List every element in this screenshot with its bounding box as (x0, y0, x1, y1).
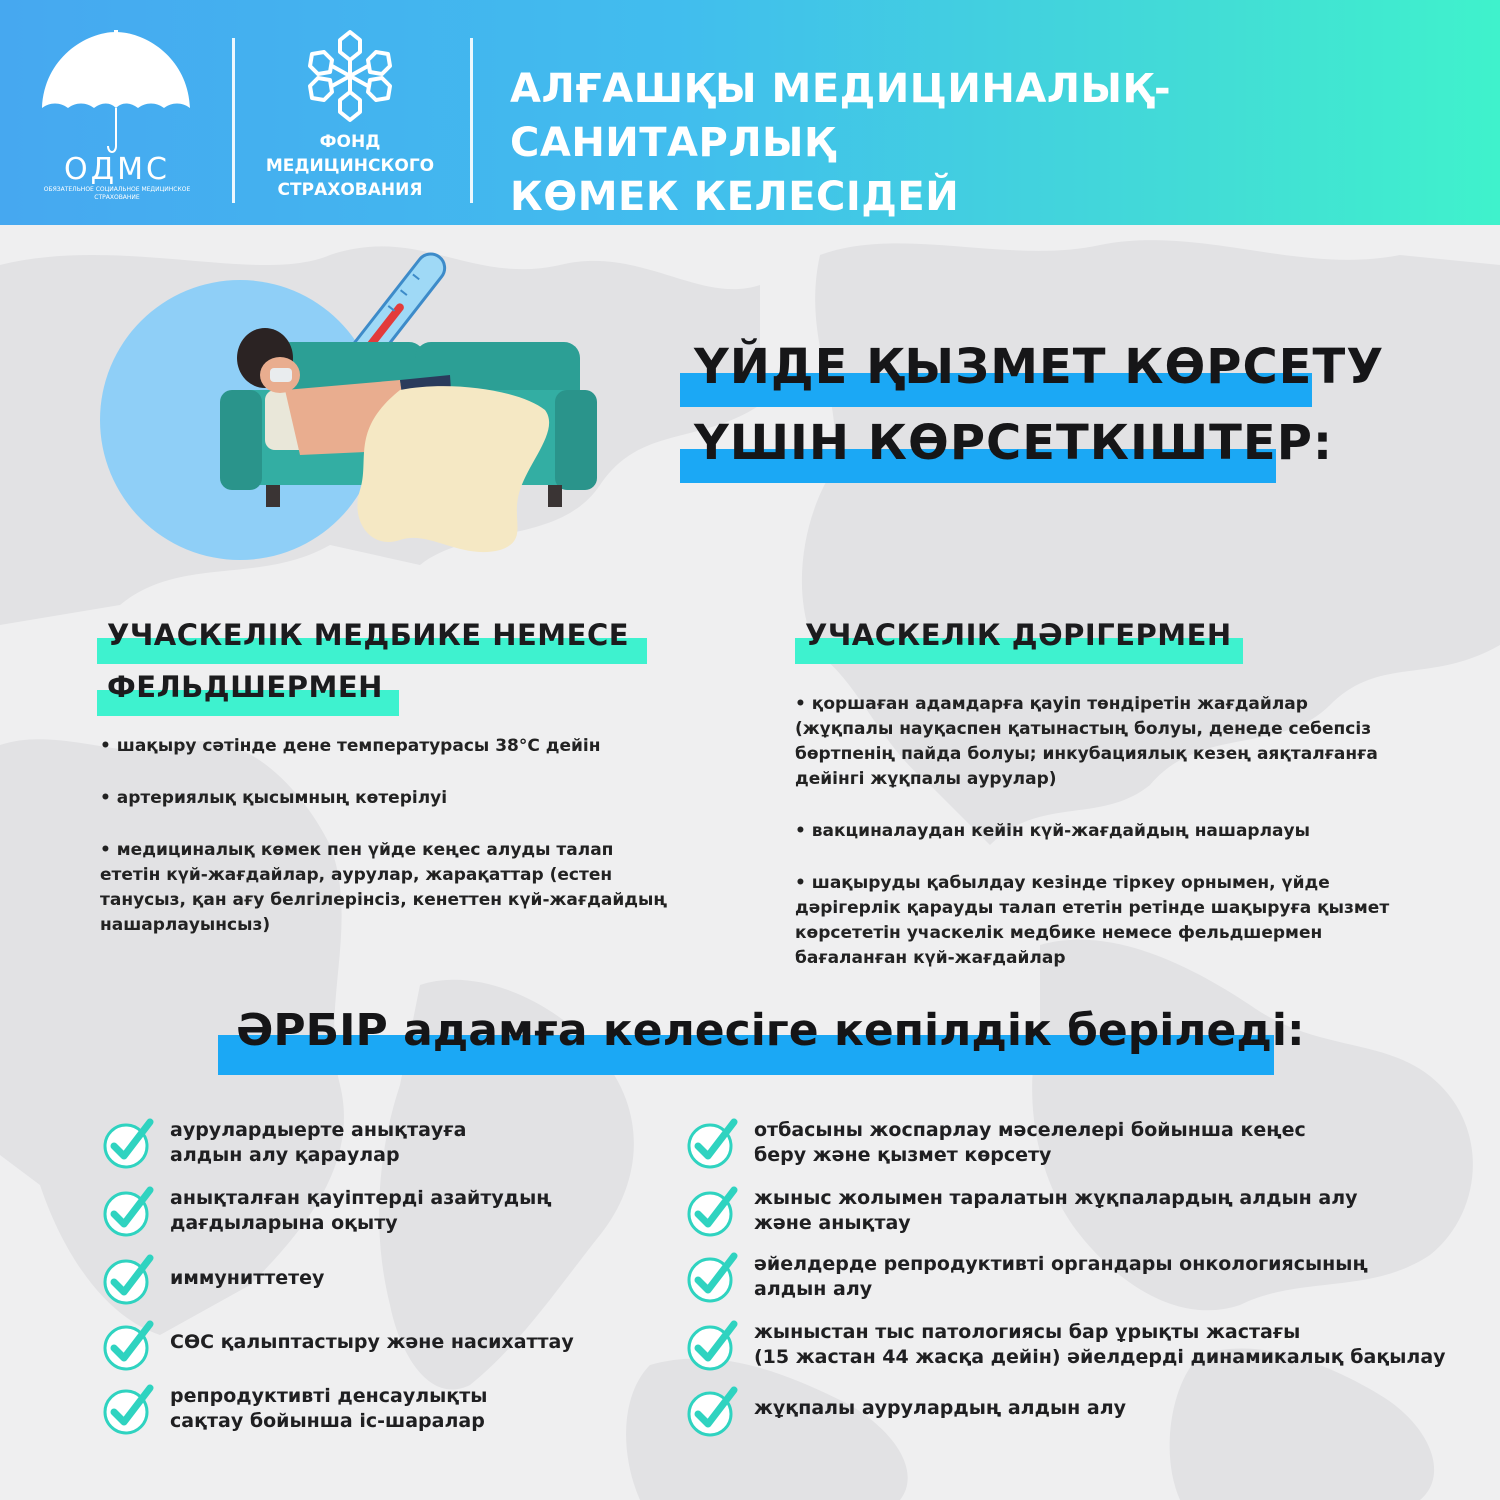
check-circle-icon (100, 1252, 156, 1308)
guarantee-left-item-3 (100, 1252, 620, 1308)
guarantee-right-item-2 (684, 1184, 1474, 1240)
guarantee-right-item-text (754, 1320, 1446, 1370)
nurse-bullet-2-line-1: • артериялық қысымның көтерілуі (100, 788, 448, 808)
home-service-title-line-2: ҮШІН КӨРСЕТКІШТЕР: (694, 415, 1334, 471)
sick-person-on-sofa-illustration (100, 240, 620, 580)
nurse-bullet-3-line-2: ететін күй-жағдайлар, аурулар, жарақаттар (естен (100, 865, 613, 885)
guarantee-right-item-text (754, 1396, 1126, 1421)
doctor-bullet-list (795, 692, 1435, 998)
snowflake-fund-logo-icon (300, 26, 400, 126)
odms-logo-text: ОДМС (64, 152, 170, 187)
guarantee-left-item-4 (100, 1318, 620, 1374)
nurse-bullet-3-line-3: танусыз, қан ағу белгілерінсіз, кенеттен күй-жағдайдың (100, 890, 668, 910)
guarantee-right-item-4-line-1: жыныстан тыс патологиясы бар ұрықты жастағы (754, 1321, 1301, 1343)
guarantee-right-item-2-line-2: және анықтау (754, 1212, 911, 1234)
guarantee-right-item-text (754, 1186, 1358, 1236)
doctor-bullet-1-line-1: • қоршаған адамдарға қауіп төндіретін жағдайлар (795, 694, 1308, 714)
nurse-heading-line-2: ФЕЛЬДШЕРМЕН (107, 670, 383, 704)
guarantee-right-item-text (754, 1118, 1306, 1168)
home-service-title-row-1 (680, 335, 1400, 411)
doctor-heading-row-1 (795, 618, 1255, 670)
nurse-bullet-3-line-4: нашарлауынсыз) (100, 915, 271, 935)
odms-logo-subtitle: ОБЯЗАТЕЛЬНОЕ СОЦИАЛЬНОЕ МЕДИЦИНСКОЕ СТРАХОВАНИЕ (43, 186, 191, 201)
doctor-bullet-2-line-1: • вакциналаудан кейін күй-жағдайдың нашарлауы (795, 821, 1310, 841)
guarantee-right-item-1-line-1: отбасыны жоспарлау мәселелері бойынша кеңес (754, 1119, 1306, 1141)
header-banner (0, 0, 1500, 225)
doctor-bullet-1-line-2: (жұқпалы науқаспен қатынастың болуы, денеде себепсіз (795, 719, 1372, 739)
home-service-title-row-2 (680, 411, 1400, 487)
header-divider-left (232, 38, 235, 203)
guarantee-left-item-2-line-2: дағдыларына оқыту (170, 1212, 398, 1234)
doctor-column-heading (795, 618, 1255, 670)
guarantee-left-item-text (170, 1266, 324, 1291)
nurse-bullet-1-line-1: • шақыру сәтінде дене температурасы 38°С дейін (100, 736, 601, 756)
fund-name-line-1: ФОНД (319, 132, 381, 152)
check-circle-icon (684, 1116, 740, 1172)
fund-name (250, 130, 450, 202)
nurse-heading-row-1 (97, 618, 657, 670)
guarantee-left-item-3-line-1: иммуниттетеу (170, 1267, 325, 1289)
check-circle-icon (684, 1250, 740, 1306)
check-circle-icon (100, 1116, 156, 1172)
guarantee-left-item-5-line-1: репродуктивті денсаулықты (170, 1385, 488, 1407)
guarantee-right-item-text (754, 1252, 1368, 1302)
guarantee-left-item-5 (100, 1382, 620, 1438)
doctor-bullet-1-line-3: бөртпенің пайда болуы; инкубациялық кезең аяқталғанға (795, 744, 1378, 764)
doctor-bullet (795, 871, 1435, 971)
home-service-title-line-1: ҮЙДЕ ҚЫЗМЕТ КӨРСЕТУ (694, 339, 1385, 395)
doctor-bullet (795, 692, 1435, 792)
guarantee-left-item-text (170, 1330, 574, 1355)
header-divider-right (470, 38, 473, 203)
guarantee-title-text: ӘРБІР адамға келесіге кепілдік беріледі: (236, 1005, 1305, 1056)
guarantee-right-item-3 (684, 1250, 1474, 1306)
guarantee-left-item-4-line-1: СӨС қалыптастыру және насихаттау (170, 1331, 574, 1353)
check-circle-icon (100, 1318, 156, 1374)
doctor-bullet-3-line-1: • шақыруды қабылдау кезінде тіркеу орнымен, үйде (795, 873, 1330, 893)
page-title-line-2: КӨМЕК КЕЛЕСІДЕЙ (510, 174, 960, 220)
guarantee-left-item-1-line-2: алдын алу қараулар (170, 1144, 400, 1166)
guarantee-left-item-1-line-1: аурулардыерте анықтауға (170, 1119, 467, 1141)
guarantee-left-item-1 (100, 1116, 620, 1172)
doctor-heading-line-1: УЧАСКЕЛІК ДӘРІГЕРМЕН (805, 618, 1232, 652)
doctor-bullet-1-line-4: дейінгі жұқпалы аурулар) (795, 769, 1057, 789)
nurse-heading-row-2 (97, 670, 657, 722)
page-title-line-1: АЛҒАШҚЫ МЕДИЦИНАЛЫҚ-САНИТАРЛЫҚ (510, 66, 1172, 166)
guarantee-right-item-5-line-1: жұқпалы аурулардың алдын алу (754, 1397, 1126, 1419)
guarantee-right-item-4 (684, 1318, 1474, 1374)
check-circle-icon (100, 1184, 156, 1240)
doctor-bullet-3-line-3: көрсететін учаскелік медбике немесе фельдшермен (795, 923, 1323, 943)
guarantee-left-item-text (170, 1186, 552, 1236)
fund-name-line-2: МЕДИЦИНСКОГО (265, 156, 435, 176)
doctor-bullet (795, 819, 1435, 844)
nurse-bullet (100, 734, 720, 759)
check-circle-icon (684, 1384, 740, 1440)
guarantee-title (218, 1005, 1305, 1075)
page-title (510, 62, 1490, 224)
guarantee-left-item-2-line-1: анықталған қауіптерді азайтудың (170, 1187, 552, 1209)
guarantee-left-item-5-line-2: сақтау бойынша іс-шаралар (170, 1410, 485, 1432)
nurse-bullet (100, 786, 720, 811)
guarantee-right-item-2-line-1: жыныс жолымен таралатын жұқпалардың алдын алу (754, 1187, 1358, 1209)
nurse-column-heading (97, 618, 657, 722)
nurse-bullet-3-line-1: • медициналық көмек пен үйде кеңес алуды талап (100, 840, 614, 860)
nurse-bullet (100, 838, 720, 938)
nurse-bullet-list (100, 734, 720, 965)
guarantee-right-item-4-line-2: (15 жастан 44 жасқа дейін) әйелдерді динамикалық бақылау (754, 1346, 1446, 1368)
guarantee-right-item-1-line-2: беру және қызмет көрсету (754, 1144, 1052, 1166)
home-service-title (680, 335, 1400, 487)
guarantee-right-item-5 (684, 1384, 1474, 1440)
guarantee-left-item-text (170, 1118, 466, 1168)
guarantee-left-item-text (170, 1384, 487, 1434)
guarantee-right-item-3-line-1: әйелдерде репродуктивті органдары онкологиясының (754, 1253, 1368, 1275)
check-circle-icon (684, 1184, 740, 1240)
nurse-heading-line-1: УЧАСКЕЛІК МЕДБИКЕ НЕМЕСЕ (107, 618, 630, 652)
guarantee-left-item-2 (100, 1184, 620, 1240)
guarantee-right-item-3-line-2: алдын алу (754, 1278, 873, 1300)
check-circle-icon (100, 1382, 156, 1438)
doctor-bullet-3-line-4: бағаланған күй-жағдайлар (795, 948, 1066, 968)
fund-name-line-3: СТРАХОВАНИЯ (277, 180, 423, 200)
check-circle-icon (684, 1318, 740, 1374)
doctor-bullet-3-line-2: дәрігерлік қарауды талап ететін ретінде шақыруға қызмет (795, 898, 1390, 918)
guarantee-right-item-1 (684, 1116, 1474, 1172)
